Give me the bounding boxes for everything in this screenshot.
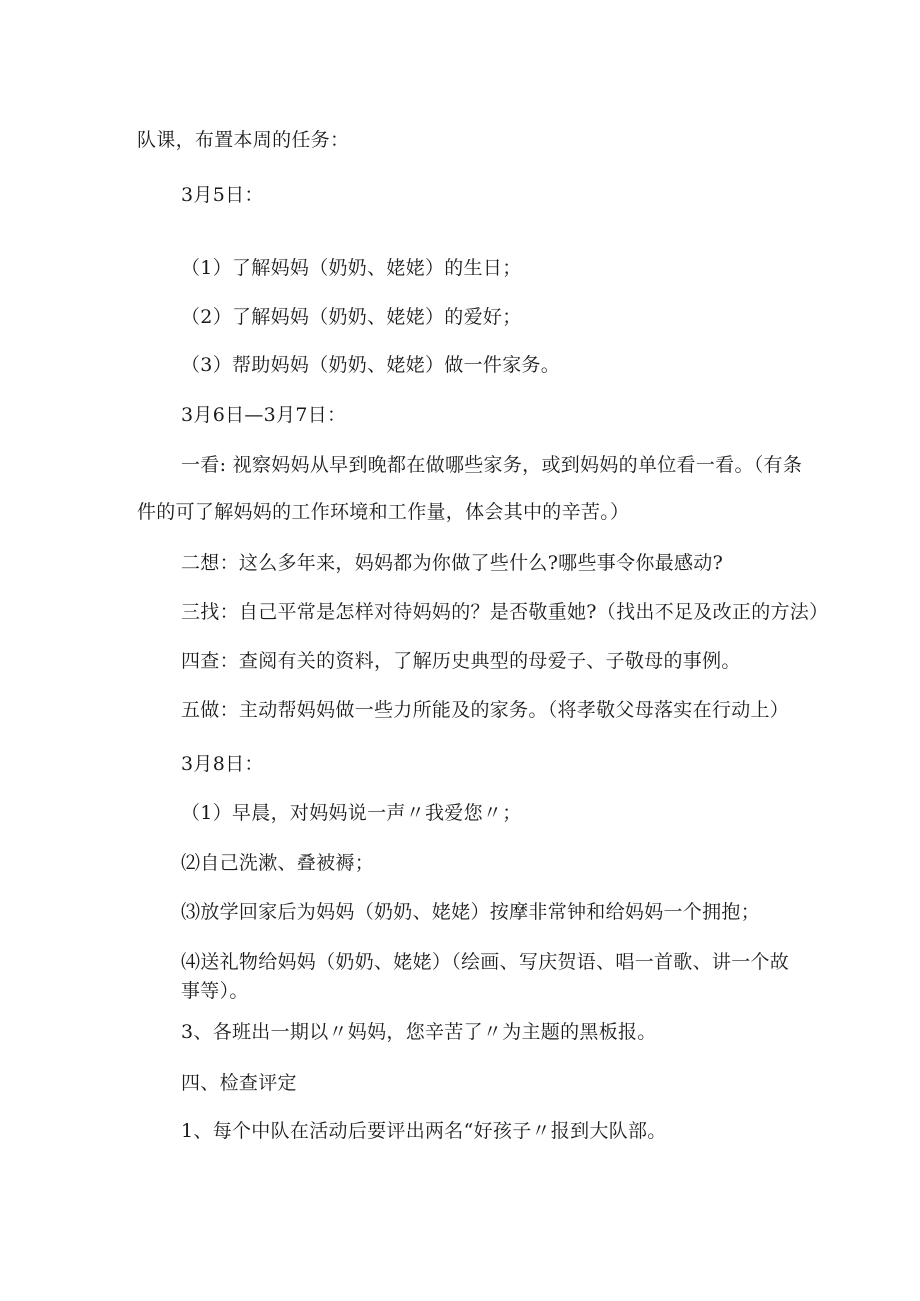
text-line: 一看: 视察妈妈从早到晚都在做哪些家务，或到妈妈的单位看一看。（有条 [181, 454, 803, 476]
text-line: 五做：主动帮妈妈做一些力所能及的家务。（将孝敬父母落实在行动上） [181, 699, 790, 721]
list-item: ⑵自己洗漱、叠被褥； [181, 852, 375, 874]
list-item: （2）了解妈妈（奶奶、姥姥）的爱好； [181, 306, 522, 328]
text-line: 四查：查阅有关的资料，了解历史典型的母爱子、子敬母的事例。 [181, 650, 741, 672]
text-line: 三找：自己平常是怎样对待妈妈的？是否敬重她?（找出不足及改正的方法） [181, 601, 829, 623]
date-heading: 3月8日： [181, 753, 264, 775]
text-line: 二想：这么多年来，妈妈都为你做了些什么?哪些事令你最感动? [181, 552, 724, 574]
date-heading: 3月6日—3月7日： [181, 404, 347, 426]
list-item: （1）了解妈妈（奶奶、姥姥）的生日； [181, 257, 522, 279]
text-line: 3、各班出一期以〃妈妈，您辛苦了〃为主题的黑板报。 [181, 1021, 657, 1043]
text-line: 队课，布置本周的任务： [137, 129, 350, 151]
list-item: （1）早晨，对妈妈说一声〃我爱您〃； [181, 802, 522, 824]
section-heading: 四、检查评定 [181, 1072, 297, 1094]
text-line: 件的可了解妈妈的工作环境和工作量，体会其中的辛苦。） [137, 501, 630, 523]
text-line: 1、每个中队在活动后要评出两名“好孩子〃报到大队部。 [181, 1120, 667, 1142]
list-item: ⑶放学回家后为妈妈（奶奶、姥姥）按摩非常钟和给妈妈一个拥抱； [181, 901, 761, 923]
date-heading: 3月5日： [181, 184, 264, 206]
list-item: （3）帮助妈妈（奶奶、姥姥）做一件家务。 [181, 354, 561, 376]
list-item: ⑷送礼物给妈妈（奶奶、姥姥）（绘画、写庆贺语、唱一首歌、讲一个故事等）。 [181, 951, 790, 1002]
